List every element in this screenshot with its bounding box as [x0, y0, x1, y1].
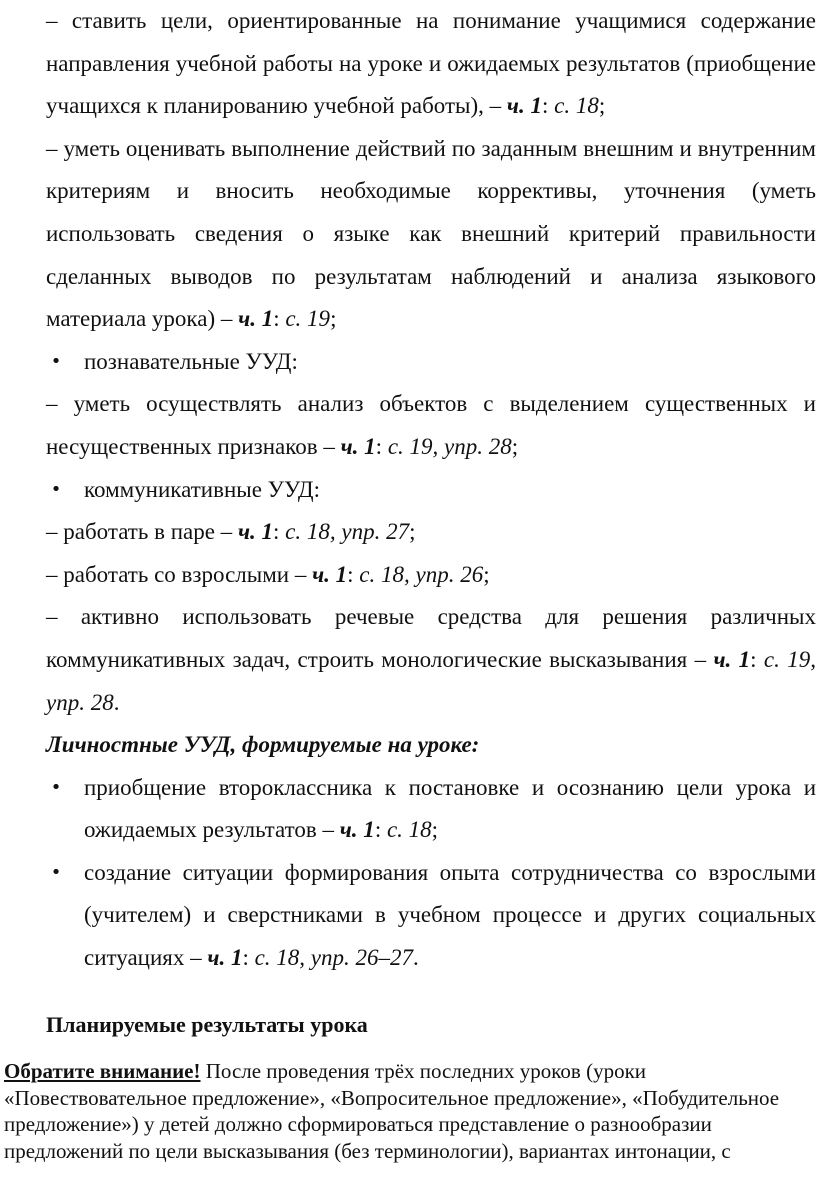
cooperation-bullet: • создание ситуации формирования опыта сотрудничества со взрослыми (учителем) и сверстниками в учебном процессе и других социальных ситуациях – ч. 1: с. 18, упр. 26–27.: [46, 852, 816, 980]
pair-work-item: – работать в паре – ч. 1: с. 18, упр. 27;: [46, 519, 416, 545]
part-reference: ч. 1: [312, 561, 348, 587]
communicative-uud-bullet: • коммуникативные УУД:: [46, 469, 816, 512]
page-reference: с. 18: [386, 817, 432, 843]
page-reference: с. 18, упр. 27: [285, 519, 410, 545]
evaluation-item: – уметь оценивать выполнение действий по заданным внешним и внутренним критериям и вносить необходимые коррективы, уточнения (уметь использовать сведения о языке как внешний критерий правильности сделанных выводов по результатам наблюдений и анализа языкового материала урока) – ч. 1: с. 19;: [46, 135, 816, 332]
goal-awareness-bullet: • приобщение второклассника к постановке и осознанию цели урока и ожидаемых результатов – ч. 1: с. 18;: [46, 767, 816, 852]
document-body: [46, 0, 816, 980]
page-reference: с. 18, упр. 26: [359, 561, 484, 587]
part-reference: ч. 1: [339, 817, 375, 843]
part-reference: ч. 1: [713, 646, 751, 672]
part-reference: ч. 1: [340, 433, 376, 459]
part-reference: ч. 1: [237, 519, 274, 545]
goal-setting-item: – ставить цели, ориентированные на понимание учащимися содержание направления учебной работы на уроке и ожидаемых результатов (приобщение учащихся к планированию учебной работы), – ч. 1: с. 18;: [46, 8, 816, 119]
bullet-icon: •: [50, 861, 62, 883]
page-reference: с. 19, упр. 28: [46, 646, 816, 715]
note-label: Обратите внимание!: [4, 1059, 201, 1083]
bullet-icon: •: [50, 478, 62, 500]
analysis-item: – уметь осуществлять анализ объектов с выделением существенных и несущественных признаков – ч. 1: с. 19, упр. 28;: [46, 391, 816, 459]
bullet-icon: •: [50, 776, 62, 798]
page-reference: с. 19, упр. 28: [387, 433, 512, 459]
page-reference: с. 18: [554, 93, 599, 119]
cognitive-uud-bullet: • познавательные УУД:: [46, 341, 816, 384]
section-heading: Планируемые результаты урока: [46, 1012, 368, 1037]
speech-means-item: – активно использовать речевые средства для решения различных коммуникативных задач, строить монологические высказывания – ч. 1: с. 19, упр. 28.: [46, 604, 816, 715]
page-reference: с. 19: [285, 306, 331, 332]
note-text: После проведения трёх последних уроков (уроки «Повествовательное предложение», «Вопросительное предложение», «Побудительное предложение») у детей должно сформироваться представление о разнообразии предложений по цели высказывания (без терминологии), вариантах интонации, с: [4, 1059, 780, 1163]
personal-uud-heading: Личностные УУД, формируемые на уроке:: [46, 732, 480, 758]
page-reference: с. 18, упр. 26–27: [254, 945, 414, 971]
part-reference: ч. 1: [506, 93, 542, 119]
adult-work-item: – работать со взрослыми – ч. 1: с. 18, упр. 26;: [46, 561, 490, 587]
bullet-icon: •: [50, 350, 62, 372]
part-reference: ч. 1: [238, 306, 274, 332]
part-reference: ч. 1: [207, 945, 243, 971]
attention-note: [4, 1058, 812, 1164]
